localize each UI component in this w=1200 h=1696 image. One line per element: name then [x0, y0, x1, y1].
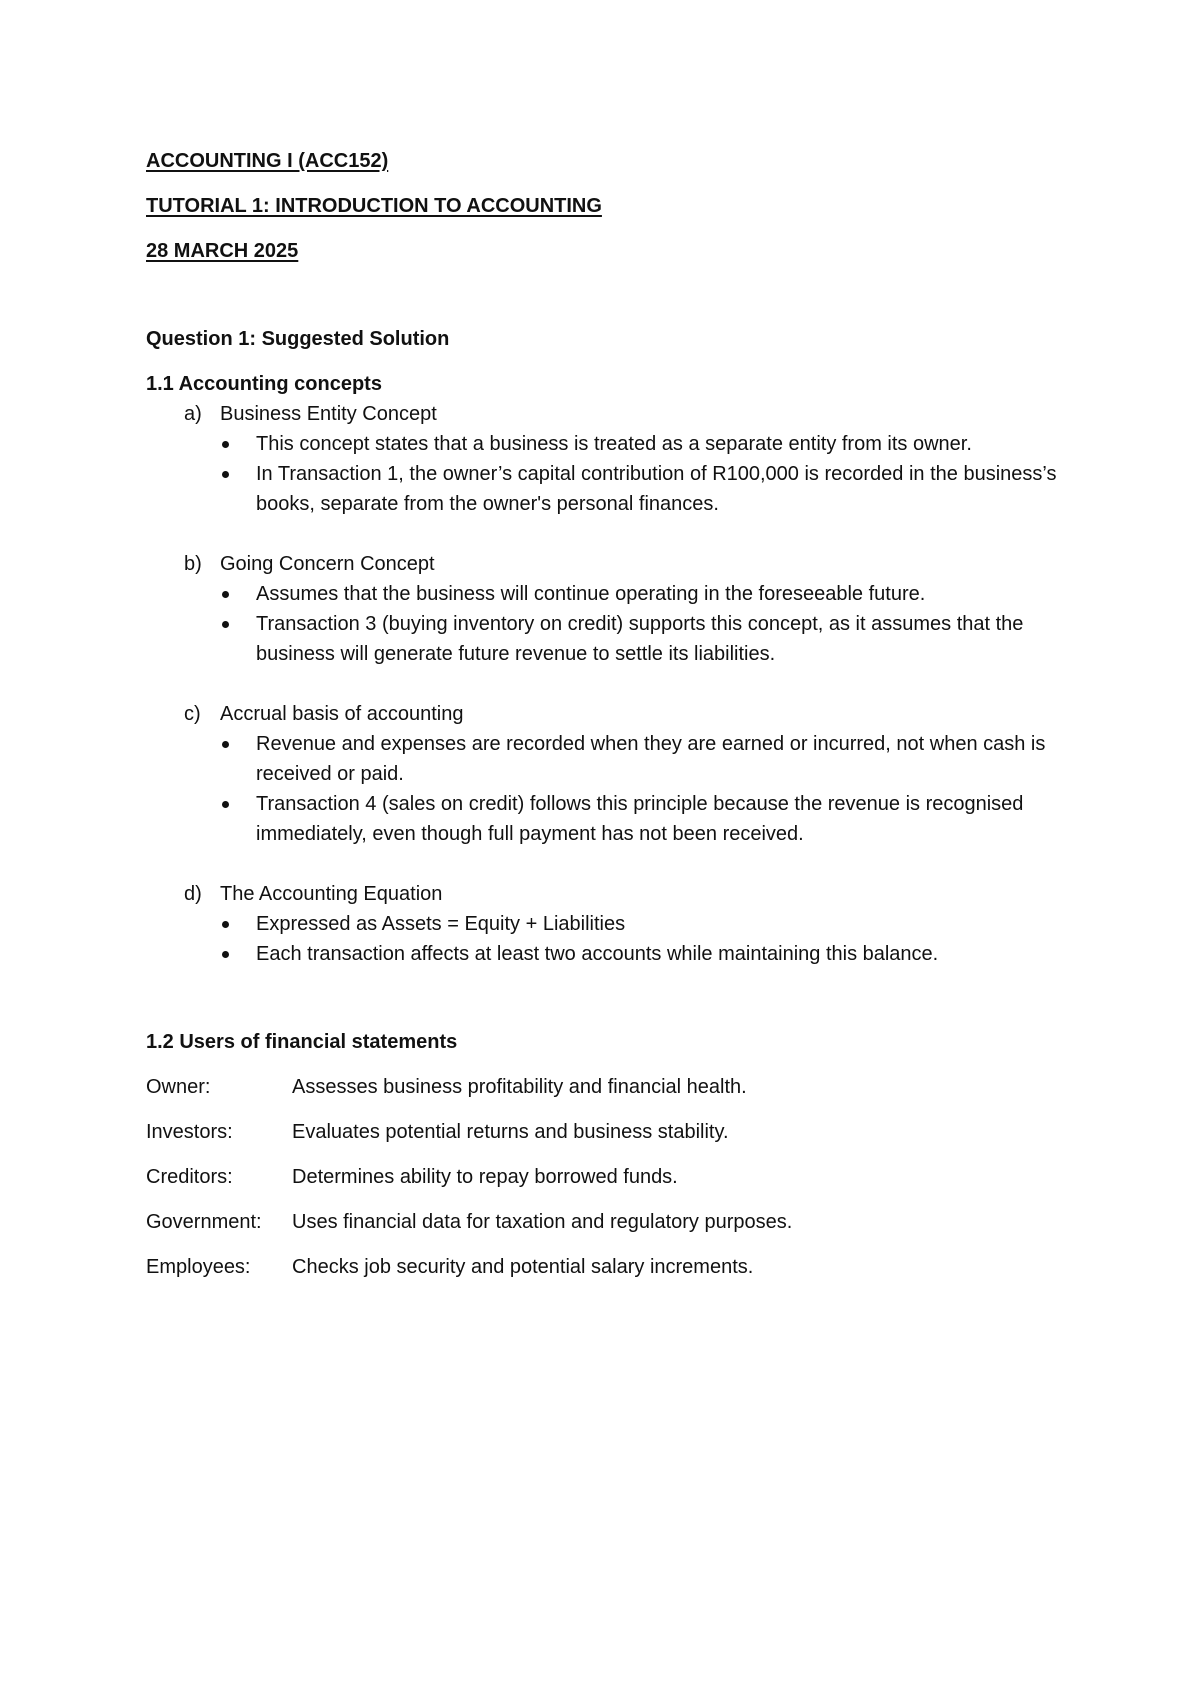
bullet-text: Assumes that the business will continue operating in the foreseeable future. — [256, 583, 926, 605]
bullet-icon — [222, 741, 229, 748]
user-row-government — [146, 1207, 1086, 1237]
section-1-title: 1.1 Accounting concepts — [146, 373, 382, 395]
course-title: ACCOUNTING I (ACC152) — [146, 150, 389, 172]
tutorial-title: TUTORIAL 1: INTRODUCTION TO ACCOUNTING — [146, 195, 602, 217]
list-item — [220, 429, 1086, 459]
concept-bullet-list — [220, 429, 1086, 519]
bullet-text: Revenue and expenses are recorded when they are earned or incurred, not when cash is received or paid. — [256, 733, 1046, 785]
question-title: Question 1: Suggested Solution — [146, 328, 450, 350]
user-description: Uses financial data for taxation and regulatory purposes. — [292, 1211, 793, 1233]
list-item — [220, 459, 1086, 519]
concept-label — [184, 699, 1086, 729]
user-description: Determines ability to repay borrowed funds. — [292, 1166, 678, 1188]
concept-bullet-list — [220, 909, 1086, 969]
user-row-employees — [146, 1252, 1086, 1282]
bullet-icon — [222, 471, 229, 478]
user-description: Evaluates potential returns and business stability. — [292, 1121, 729, 1143]
bullet-icon — [222, 951, 229, 958]
bullet-text: In Transaction 1, the owner’s capital contribution of R100,000 is recorded in the business’s books, separate from the owner's personal finances. — [256, 463, 1057, 515]
bullet-text: Expressed as Assets = Equity + Liabilities — [256, 913, 626, 935]
concept-name: Business Entity Concept — [220, 403, 437, 425]
concept-name: The Accounting Equation — [220, 883, 443, 905]
concept-b — [146, 549, 1086, 669]
concept-letter: d) — [184, 883, 202, 905]
user-role: Investors: — [146, 1121, 233, 1143]
bullet-icon — [222, 921, 229, 928]
concept-name: Going Concern Concept — [220, 553, 435, 575]
document-date: 28 MARCH 2025 — [146, 240, 299, 262]
concept-letter: a) — [184, 403, 202, 425]
user-description: Assesses business profitability and financial health. — [292, 1076, 747, 1098]
list-item — [220, 609, 1086, 669]
concept-label — [184, 549, 1086, 579]
concept-label — [184, 399, 1086, 429]
concept-bullet-list — [220, 729, 1086, 849]
section-2-title: 1.2 Users of financial statements — [146, 1031, 458, 1053]
list-item — [220, 729, 1086, 789]
concept-d — [146, 879, 1086, 969]
concept-c — [146, 699, 1086, 849]
concept-letter: c) — [184, 703, 201, 725]
bullet-text: This concept states that a business is treated as a separate entity from its owner. — [256, 433, 972, 455]
user-row-owner — [146, 1072, 1086, 1102]
bullet-icon — [222, 441, 229, 448]
user-row-creditors — [146, 1162, 1086, 1192]
bullet-icon — [222, 621, 229, 628]
concept-letter: b) — [184, 553, 202, 575]
bullet-icon — [222, 801, 229, 808]
concept-name: Accrual basis of accounting — [220, 703, 464, 725]
user-description: Checks job security and potential salary increments. — [292, 1256, 754, 1278]
list-item — [220, 939, 1086, 969]
bullet-text: Transaction 3 (buying inventory on credit) supports this concept, as it assumes that the business will generate future revenue to settle its liabilities. — [256, 613, 1024, 665]
user-row-investors — [146, 1117, 1086, 1147]
user-role: Employees: — [146, 1256, 251, 1278]
list-item — [220, 909, 1086, 939]
bullet-icon — [222, 591, 229, 598]
concept-label — [184, 879, 1086, 909]
bullet-text: Transaction 4 (sales on credit) follows this principle because the revenue is recognised immediately, even though full payment has not been received. — [256, 793, 1024, 845]
concept-a — [146, 399, 1086, 519]
list-item — [220, 789, 1086, 849]
document-content — [146, 146, 1086, 1282]
list-item — [220, 579, 1086, 609]
user-role: Creditors: — [146, 1166, 233, 1188]
concept-bullet-list — [220, 579, 1086, 669]
user-role: Owner: — [146, 1076, 211, 1098]
bullet-text: Each transaction affects at least two accounts while maintaining this balance. — [256, 943, 939, 965]
user-role: Government: — [146, 1211, 262, 1233]
